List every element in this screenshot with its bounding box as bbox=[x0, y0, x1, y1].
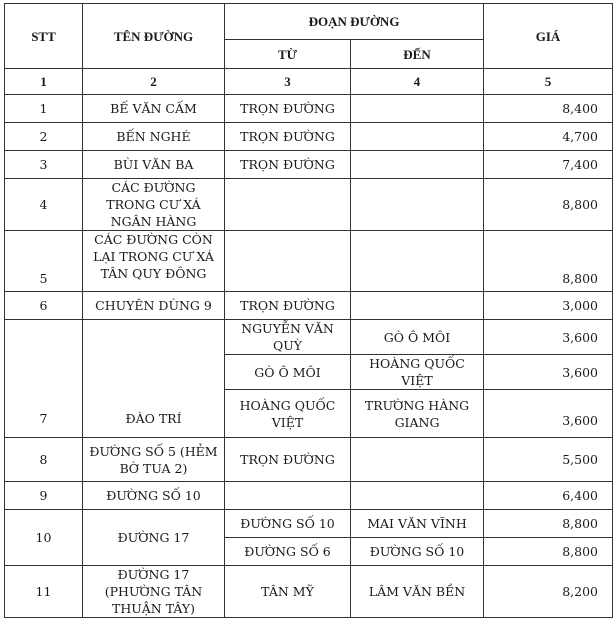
to-cell bbox=[351, 123, 484, 151]
stt-cell: 2 bbox=[5, 123, 83, 151]
column-number: 2 bbox=[83, 69, 225, 95]
stt-cell: 10 bbox=[5, 510, 83, 566]
from-cell: ĐƯỜNG SỐ 6 bbox=[225, 538, 351, 566]
header-stt: STT bbox=[5, 4, 83, 69]
price-cell: 8,800 bbox=[484, 538, 613, 566]
to-cell: LÂM VĂN BỀN bbox=[351, 566, 484, 618]
street-name-cell: CÁC ĐƯỜNG TRONG CƯ XÁ NGÂN HÀNG bbox=[83, 179, 225, 231]
price-cell: 8,200 bbox=[484, 566, 613, 618]
to-cell: ĐƯỜNG SỐ 10 bbox=[351, 538, 484, 566]
from-cell: TRỌN ĐƯỜNG bbox=[225, 151, 351, 179]
header-gia: GIÁ bbox=[484, 4, 613, 69]
to-cell bbox=[351, 179, 484, 231]
street-name-cell: BẾ VĂN CẤM bbox=[83, 95, 225, 123]
from-cell: NGUYỄN VĂN QUỲ bbox=[225, 320, 351, 355]
street-name-cell: ĐÀO TRÍ bbox=[83, 320, 225, 438]
street-name-cell: ĐƯỜNG 17 (PHƯỜNG TÂN THUẬN TÂY) bbox=[83, 566, 225, 618]
price-cell: 8,800 bbox=[484, 231, 613, 292]
street-name-cell: ĐƯỜNG SỐ 5 (HẺM BỜ TUA 2) bbox=[83, 438, 225, 482]
table-row bbox=[5, 179, 613, 231]
price-cell: 7,400 bbox=[484, 151, 613, 179]
price-cell: 3,600 bbox=[484, 390, 613, 438]
column-number: 5 bbox=[484, 69, 613, 95]
header-tu: TỪ bbox=[225, 40, 351, 69]
price-cell: 5,500 bbox=[484, 438, 613, 482]
table-row bbox=[5, 510, 613, 538]
price-cell: 6,400 bbox=[484, 482, 613, 510]
stt-cell: 6 bbox=[5, 292, 83, 320]
land-price-table bbox=[4, 3, 613, 618]
price-cell: 8,800 bbox=[484, 510, 613, 538]
table-row bbox=[5, 482, 613, 510]
price-cell: 8,400 bbox=[484, 95, 613, 123]
header-ten-duong: TÊN ĐƯỜNG bbox=[83, 4, 225, 69]
table-row bbox=[5, 438, 613, 482]
stt-cell: 1 bbox=[5, 95, 83, 123]
to-cell: GÒ Ô MÔI bbox=[351, 320, 484, 355]
to-cell bbox=[351, 438, 484, 482]
table-row bbox=[5, 292, 613, 320]
from-cell bbox=[225, 231, 351, 292]
column-number-row bbox=[5, 69, 613, 95]
column-number: 1 bbox=[5, 69, 83, 95]
from-cell: TRỌN ĐƯỜNG bbox=[225, 123, 351, 151]
from-cell: GÒ Ô MÔI bbox=[225, 355, 351, 390]
column-number: 3 bbox=[225, 69, 351, 95]
to-cell: HOÀNG QUỐC VIỆT bbox=[351, 355, 484, 390]
stt-cell: 11 bbox=[5, 566, 83, 618]
from-cell: TRỌN ĐƯỜNG bbox=[225, 292, 351, 320]
header-doan-duong: ĐOẠN ĐƯỜNG bbox=[225, 4, 484, 40]
to-cell: TRƯỜNG HÀNG GIANG bbox=[351, 390, 484, 438]
from-cell: TRỌN ĐƯỜNG bbox=[225, 95, 351, 123]
street-name-cell: BÙI VĂN BA bbox=[83, 151, 225, 179]
from-cell bbox=[225, 482, 351, 510]
from-cell: TRỌN ĐƯỜNG bbox=[225, 438, 351, 482]
price-cell: 8,800 bbox=[484, 179, 613, 231]
street-name-cell: CHUYÊN DÙNG 9 bbox=[83, 292, 225, 320]
street-name-cell: ĐƯỜNG 17 bbox=[83, 510, 225, 566]
header-den: ĐẾN bbox=[351, 40, 484, 69]
stt-cell: 3 bbox=[5, 151, 83, 179]
table-row bbox=[5, 151, 613, 179]
to-cell bbox=[351, 231, 484, 292]
stt-cell: 7 bbox=[5, 320, 83, 438]
to-cell: MAI VĂN VĨNH bbox=[351, 510, 484, 538]
table-row bbox=[5, 123, 613, 151]
street-name-cell: ĐƯỜNG SỐ 10 bbox=[83, 482, 225, 510]
stt-cell: 9 bbox=[5, 482, 83, 510]
column-number: 4 bbox=[351, 69, 484, 95]
table-row bbox=[5, 95, 613, 123]
from-cell bbox=[225, 179, 351, 231]
stt-cell: 4 bbox=[5, 179, 83, 231]
from-cell: ĐƯỜNG SỐ 10 bbox=[225, 510, 351, 538]
stt-cell: 8 bbox=[5, 438, 83, 482]
to-cell bbox=[351, 292, 484, 320]
price-cell: 3,000 bbox=[484, 292, 613, 320]
table-row bbox=[5, 231, 613, 292]
street-name-cell: BẾN NGHÉ bbox=[83, 123, 225, 151]
stt-cell: 5 bbox=[5, 231, 83, 292]
to-cell bbox=[351, 95, 484, 123]
street-name-cell: CÁC ĐƯỜNG CÒN LẠI TRONG CƯ XÁ TÂN QUY ĐÔNG bbox=[83, 231, 225, 292]
to-cell bbox=[351, 151, 484, 179]
price-cell: 3,600 bbox=[484, 320, 613, 355]
price-cell: 3,600 bbox=[484, 355, 613, 390]
table-row bbox=[5, 566, 613, 618]
table-row bbox=[5, 320, 613, 355]
to-cell bbox=[351, 482, 484, 510]
price-cell: 4,700 bbox=[484, 123, 613, 151]
from-cell: HOÀNG QUỐC VIỆT bbox=[225, 390, 351, 438]
from-cell: TÂN MỸ bbox=[225, 566, 351, 618]
